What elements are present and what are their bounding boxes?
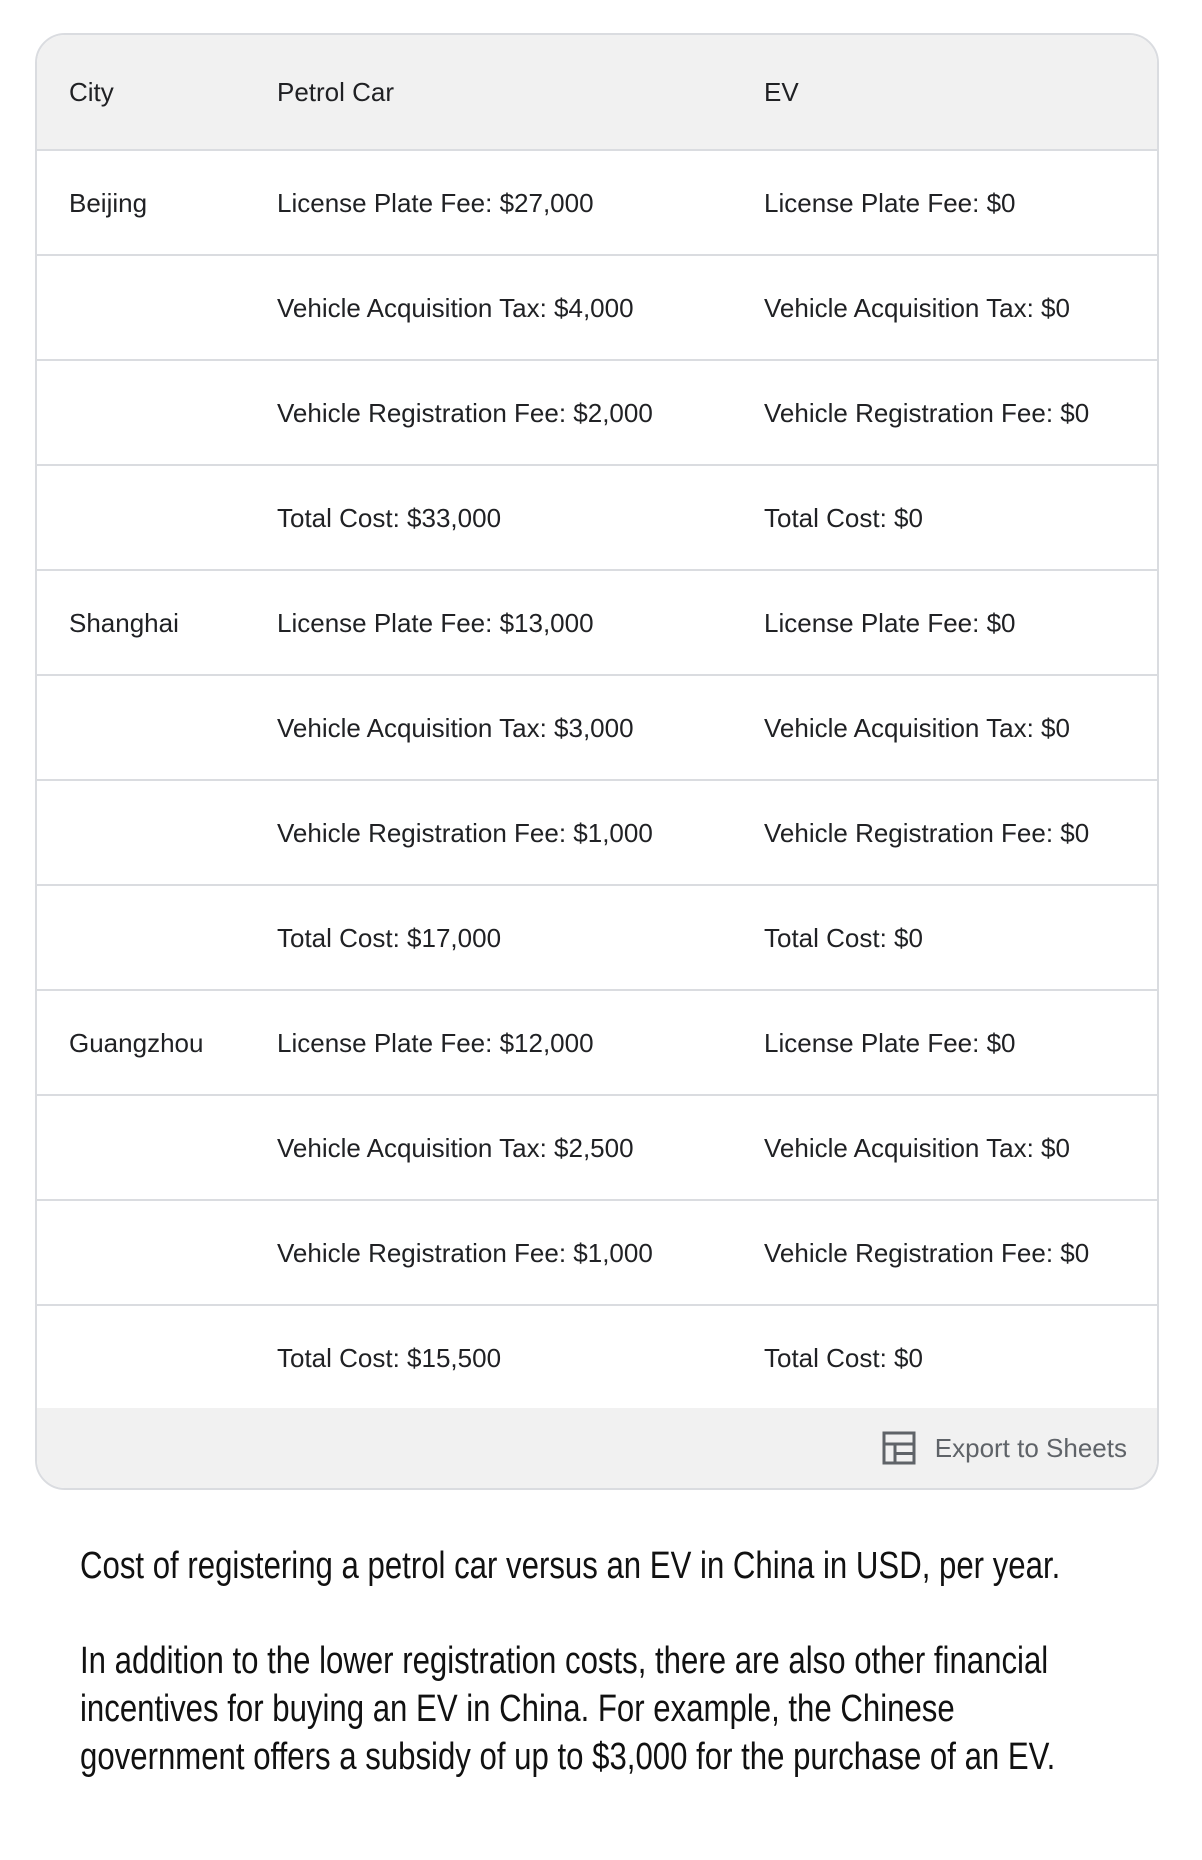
ev-cell: Total Cost: $0 bbox=[764, 922, 923, 953]
petrol-cell: Total Cost: $33,000 bbox=[277, 502, 502, 533]
caption-paragraph bbox=[80, 1637, 1138, 1781]
ev-cell: Vehicle Registration Fee: $0 bbox=[764, 397, 1090, 428]
export-to-sheets-label: Export to Sheets bbox=[934, 1432, 1127, 1463]
ev-cell: Vehicle Acquisition Tax: $0 bbox=[764, 712, 1070, 743]
ev-cell: Vehicle Registration Fee: $0 bbox=[764, 817, 1090, 848]
caption-line: In addition to the lower registration costs, there are also other financial bbox=[80, 1640, 1049, 1682]
caption-line: Cost of registering a petrol car versus an EV in China in USD, per year. bbox=[80, 1545, 1061, 1587]
table-row bbox=[37, 781, 1157, 886]
petrol-cell: Vehicle Acquisition Tax: $3,000 bbox=[277, 712, 634, 743]
table-footer bbox=[37, 1408, 1157, 1488]
table-row bbox=[37, 1096, 1157, 1201]
city-cell: Beijing bbox=[69, 187, 148, 218]
city-cell: Guangzhou bbox=[69, 1027, 204, 1058]
ev-cell: License Plate Fee: $0 bbox=[764, 187, 1016, 218]
caption-heading bbox=[80, 1542, 1138, 1590]
header-ev: EV bbox=[764, 77, 799, 107]
ev-cell: License Plate Fee: $0 bbox=[764, 1027, 1016, 1058]
ev-cell: Vehicle Registration Fee: $0 bbox=[764, 1237, 1090, 1268]
table-row bbox=[37, 1201, 1157, 1306]
petrol-cell: License Plate Fee: $27,000 bbox=[277, 187, 594, 218]
table-grid-icon bbox=[881, 1430, 917, 1466]
ev-cell: Total Cost: $0 bbox=[764, 502, 923, 533]
caption-line: government offers a subsidy of up to $3,000 for the purchase of an EV. bbox=[80, 1736, 1056, 1778]
export-to-sheets-button[interactable] bbox=[881, 1428, 1127, 1468]
petrol-cell: Total Cost: $15,500 bbox=[277, 1342, 502, 1373]
ev-cell: Vehicle Acquisition Tax: $0 bbox=[764, 292, 1070, 323]
data-table bbox=[35, 33, 1159, 1490]
table-row bbox=[37, 361, 1157, 466]
petrol-cell: Vehicle Registration Fee: $1,000 bbox=[277, 817, 653, 848]
table-row bbox=[37, 676, 1157, 781]
table-header-row bbox=[37, 35, 1157, 151]
petrol-cell: License Plate Fee: $12,000 bbox=[277, 1027, 594, 1058]
ev-cell: Total Cost: $0 bbox=[764, 1342, 923, 1373]
header-petrol-car: Petrol Car bbox=[277, 77, 395, 107]
ev-cell: License Plate Fee: $0 bbox=[764, 607, 1016, 638]
header-city: City bbox=[69, 77, 114, 107]
table-row bbox=[37, 886, 1157, 991]
table-row bbox=[37, 571, 1157, 676]
city-cell: Shanghai bbox=[69, 607, 179, 638]
petrol-cell: Total Cost: $17,000 bbox=[277, 922, 502, 953]
table-row bbox=[37, 151, 1157, 256]
ev-cell: Vehicle Acquisition Tax: $0 bbox=[764, 1132, 1070, 1163]
table-row bbox=[37, 1306, 1157, 1411]
petrol-cell: Vehicle Acquisition Tax: $2,500 bbox=[277, 1132, 634, 1163]
caption-line: incentives for buying an EV in China. For example, the Chinese bbox=[80, 1688, 955, 1730]
petrol-cell: Vehicle Acquisition Tax: $4,000 bbox=[277, 292, 634, 323]
table-row bbox=[37, 991, 1157, 1096]
table-row bbox=[37, 256, 1157, 361]
petrol-cell: Vehicle Registration Fee: $2,000 bbox=[277, 397, 653, 428]
petrol-cell: Vehicle Registration Fee: $1,000 bbox=[277, 1237, 653, 1268]
petrol-cell: License Plate Fee: $13,000 bbox=[277, 607, 594, 638]
table-row bbox=[37, 466, 1157, 571]
